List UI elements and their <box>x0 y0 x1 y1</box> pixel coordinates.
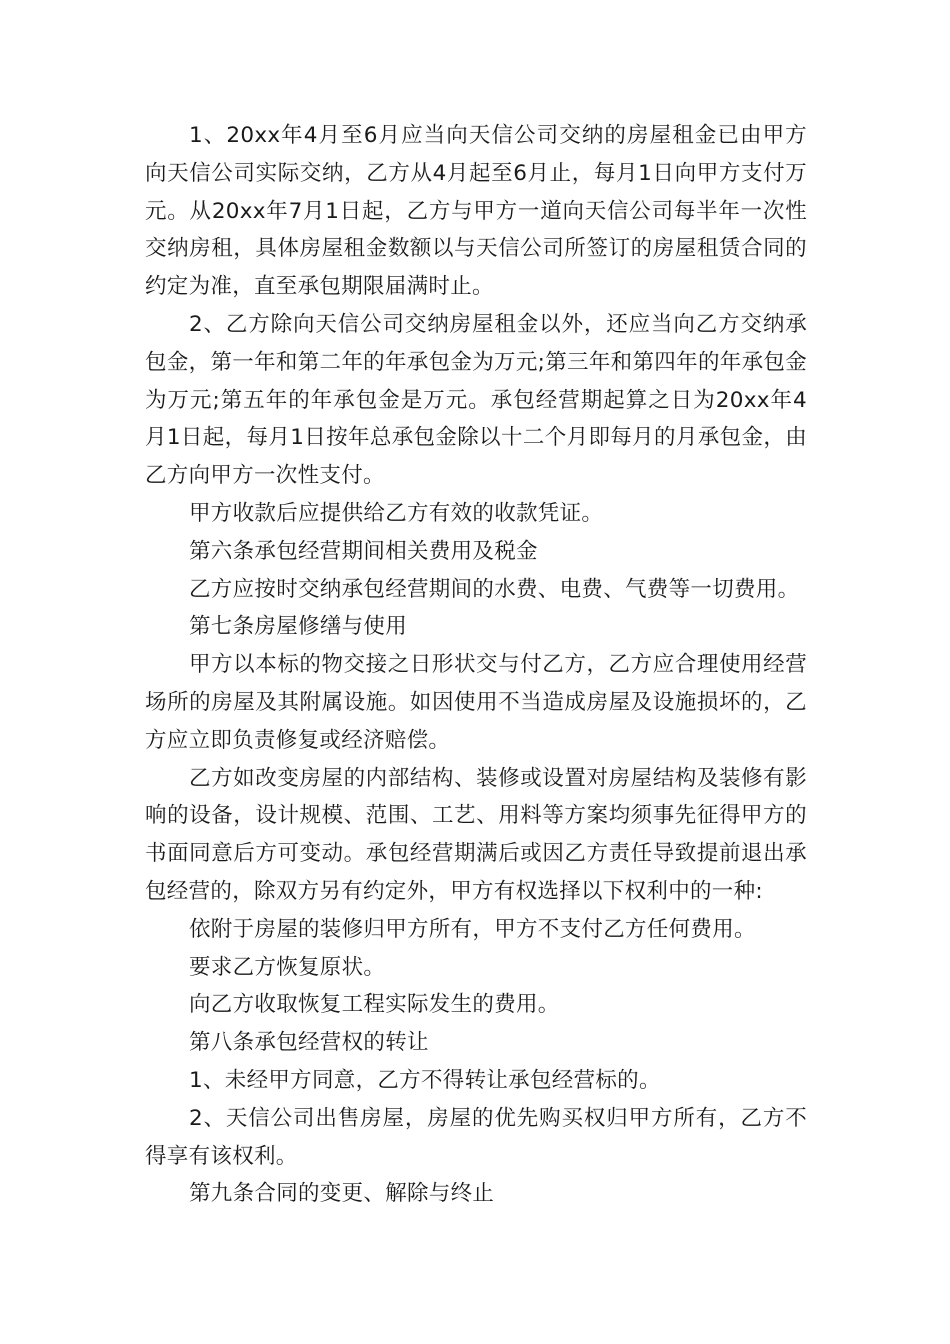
paragraph-rent-clause-2: 2、乙方除向天信公司交纳房屋租金以外，还应当向乙方交纳承包金，第一年和第二年的年承包金为万元;第三年和第四年的年承包金为万元;第五年的年承包金是万元。承包经营期起算之日为20xx年4月1日起，每月1日按年总承包金除以十二个月即每月的月承包金，由乙方向甲方一次性支付。 <box>145 311 807 489</box>
paragraph-option-3: 向乙方收取恢复工程实际发生的费用。 <box>189 992 560 1018</box>
paragraph-rent-clause-1: 1、20xx年4月至6月应当向天信公司交纳的房屋租金已由甲方向天信公司实际交纳，乙方从4月起至6月止，每月1日向甲方支付万元。从20xx年7月1日起，乙方与甲方一道向天信公司每半年一次性交纳房租，具体房屋租金数额以与天信公司所签订的房屋租赁合同的约定为准，直至承包期限届满时止。 <box>145 123 807 300</box>
paragraph-handover: 甲方以本标的物交接之日形状交与付乙方，乙方应合理使用经营场所的房屋及其附属设施。如因使用不当造成房屋及设施损坏的，乙方应立即负责修复或经济赔偿。 <box>145 652 807 753</box>
heading-article-6: 第六条承包经营期间相关费用及税金 <box>189 538 538 564</box>
document-body <box>145 117 807 1213</box>
paragraph-receipt: 甲方收款后应提供给乙方有效的收款凭证。 <box>189 500 604 526</box>
heading-article-9: 第九条合同的变更、解除与终止 <box>189 1181 495 1207</box>
paragraph-option-1: 依附于房屋的装修归甲方所有，甲方不支付乙方任何费用。 <box>189 916 756 942</box>
heading-article-8: 第八条承包经营权的转让 <box>189 1030 429 1056</box>
heading-article-7: 第七条房屋修缮与使用 <box>189 614 408 640</box>
paragraph-alterations: 乙方如改变房屋的内部结构、装修或设置对房屋结构及装修有影响的设备，设计规模、范围、工艺、用料等方案均须事先征得甲方的书面同意后方可变动。承包经营期满后或因乙方责任导致提前退出承包经营的，除双方另有约定外，甲方有权选择以下权利中的一种: <box>145 765 807 904</box>
paragraph-transfer-2: 2、天信公司出售房屋，房屋的优先购买权归甲方所有，乙方不得享有该权利。 <box>145 1105 807 1169</box>
paragraph-option-2: 要求乙方恢复原状。 <box>189 954 386 980</box>
paragraph-utilities: 乙方应按时交纳承包经营期间的水费、电费、气费等一切费用。 <box>189 576 800 602</box>
paragraph-transfer-1: 1、未经甲方同意，乙方不得转让承包经营标的。 <box>189 1067 661 1093</box>
